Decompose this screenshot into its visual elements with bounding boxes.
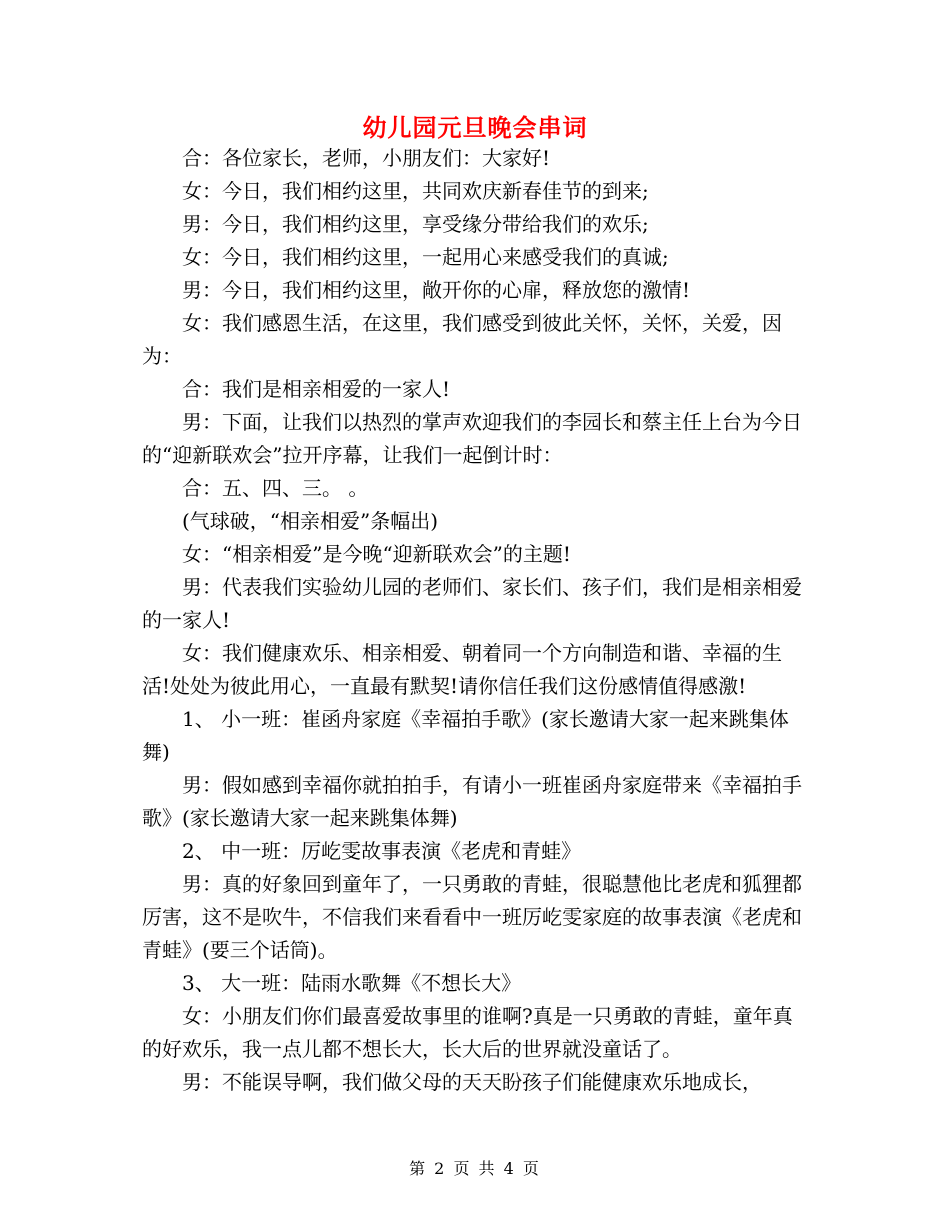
paragraph: 男：不能误导啊，我们做父母的天天盼孩子们能健康欢乐地成长， <box>182 1070 762 1094</box>
paragraph: 男：下面，让我们以热烈的掌声欢迎我们的李园长和蔡主任上台为今日的“迎新联欢会”拉开序幕，让我们一起倒计时： <box>142 410 802 467</box>
paragraph: 男：假如感到幸福你就拍拍手，有请小一班崔函舟家庭带来《幸福拍手歌》(家长邀请大家一起来跳集体舞) <box>142 773 802 830</box>
paragraph: 2、 中一班：厉屹雯故事表演《老虎和青蛙》 <box>182 839 582 863</box>
document-body <box>142 142 810 1099</box>
paragraph: (气球破，“相亲相爱”条幅出) <box>182 509 439 533</box>
paragraph: 女：我们健康欢乐、相亲相爱、朝着同一个方向制造和谐、幸福的生活!处处为彼此用心，一直最有默契!请你信任我们这份感情值得感激! <box>142 641 782 698</box>
paragraph: 合：我们是相亲相爱的一家人! <box>182 377 451 401</box>
paragraph: 女：今日，我们相约这里，共同欢庆新春佳节的到来; <box>182 179 649 203</box>
paragraph: 女：我们感恩生活，在这里，我们感受到彼此关怀，关怀，关爱，因为： <box>142 311 782 368</box>
paragraph: 合：各位家长，老师，小朋友们：大家好! <box>182 146 551 170</box>
paragraph: 1、 小一班：崔函舟家庭《幸福拍手歌》(家长邀请大家一起来跳集体舞) <box>142 707 789 764</box>
document-title: 幼儿园元旦晚会串词 <box>362 113 588 142</box>
paragraph: 女：“相亲相爱”是今晚“迎新联欢会”的主题! <box>182 542 571 566</box>
paragraph: 3、 大一班：陆雨水歌舞《不想长大》 <box>182 971 522 995</box>
paragraph: 男：今日，我们相约这里，敞开你的心扉，释放您的激情! <box>182 278 691 302</box>
paragraph: 男：真的好象回到童年了，一只勇敢的青蛙，很聪慧他比老虎和狐狸都厉害，这不是吹牛，不信我们来看看中一班厉屹雯家庭的故事表演《老虎和青蛙》(要三个话筒)。 <box>142 872 802 962</box>
paragraph: 男：代表我们实验幼儿园的老师们、家长们、孩子们，我们是相亲相爱的一家人! <box>142 575 802 632</box>
paragraph: 女：小朋友们你们最喜爱故事里的谁啊?真是一只勇敢的青蛙，童年真的好欢乐，我一点儿都不想长大，长大后的世界就没童话了。 <box>142 1004 793 1061</box>
page-footer: 第 2 页 共 4 页 <box>409 1159 541 1178</box>
paragraph: 女：今日，我们相约这里，一起用心来感受我们的真诚; <box>182 245 669 269</box>
paragraph: 男：今日，我们相约这里，享受缘分带给我们的欢乐; <box>182 212 649 236</box>
paragraph: 合：五、四、三。 。 <box>182 476 369 500</box>
